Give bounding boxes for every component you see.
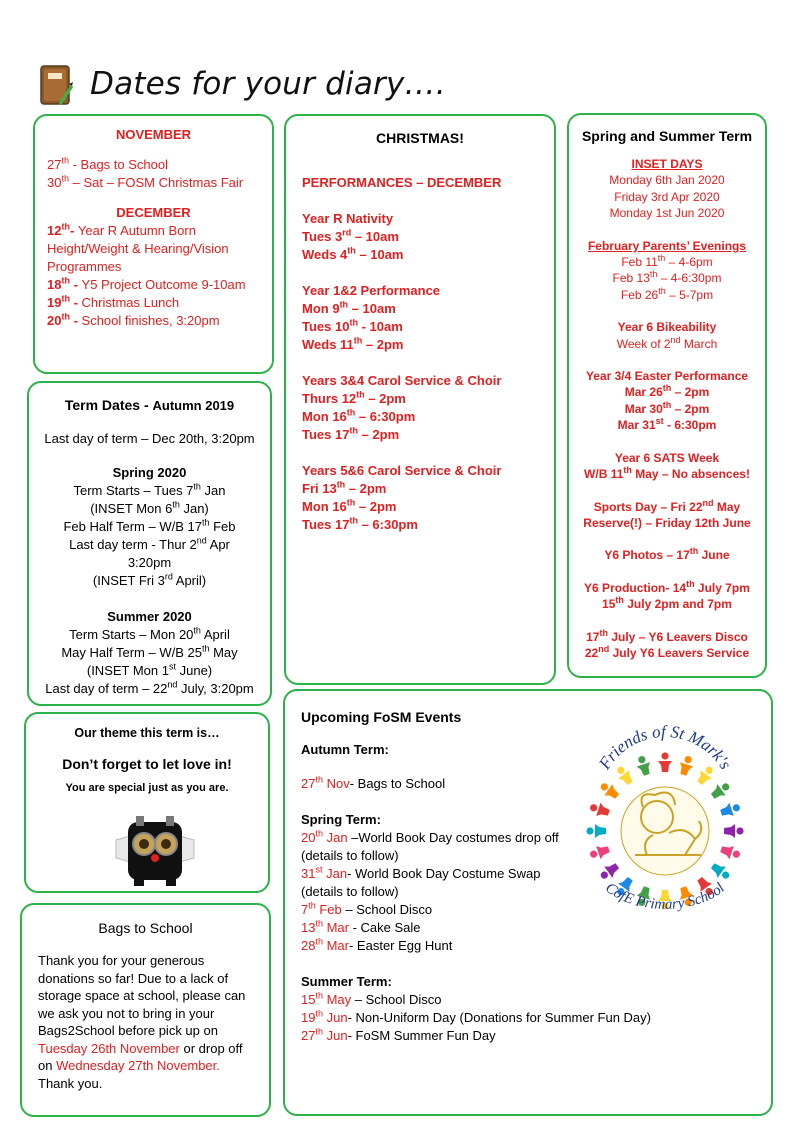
spring-2020-title: Spring 2020 [112, 465, 187, 480]
november-list [47, 156, 260, 192]
performance-row: Weds 11th – 2pm [302, 335, 404, 352]
fosm-event: 31st Jan- World Book Day Costume Swap (details to follow) [301, 864, 541, 899]
fosm-event: 7th Feb – School Disco [301, 900, 433, 917]
fosm-spring-list [301, 829, 563, 955]
bags-message: Thank you for your generous donations so far! Due to a lack of storage space at school, please can we ask you not to bring in your Bags2School before pick up on Tuesday 26th November or drop off on Wednesday 27th November. Thank you. [38, 953, 246, 1091]
november-december-box [33, 114, 274, 374]
logo-person-icon [588, 800, 611, 819]
bags-heading: Bags to School [98, 920, 193, 936]
y6-production-extra: 15th July 2pm and 7pm [602, 595, 732, 612]
december-item: 12th- Year R Autumn Born Height/Weight & Hearing/Vision Programmes [47, 221, 229, 274]
parents-evening-row: Feb 26th – 5-7pm [620, 285, 714, 302]
term-dates-box [27, 381, 272, 706]
performance-row: Tues 17th – 6:30pm [302, 515, 418, 532]
christmas-heading: CHRISTMAS! [376, 130, 464, 146]
leavers-service: 22nd July Y6 Leavers Service [584, 643, 750, 660]
diary-book-icon [38, 64, 74, 106]
spring-summer-heading: Spring and Summer Term [581, 128, 753, 144]
performance-row: Weds 4th – 10am [302, 245, 404, 262]
fosm-heading: Upcoming FoSM Events [301, 709, 462, 725]
summer-2020-row: Last day of term – 22nd July, 3:20pm [45, 679, 254, 696]
november-heading: NOVEMBER [115, 127, 192, 142]
summer-2020-row: Term Starts – Mon 20th April [69, 625, 230, 642]
spring-2020-row: (INSET Mon 6th Jan) [90, 499, 209, 516]
performance-title: Years 5&6 Carol Service & Choir [302, 463, 502, 478]
fosm-summer-list [301, 991, 755, 1045]
logo-person-icon [709, 860, 733, 883]
theme-heading: Our theme this term is… [74, 726, 220, 740]
sats-title: Year 6 SATS Week [614, 450, 720, 465]
cartoon-speaker-icon [114, 810, 196, 888]
parents-evenings-list [575, 254, 759, 303]
logo-bottom-text: CofE Primary School [602, 879, 728, 913]
performance-row: Tues 17th – 2pm [302, 425, 400, 442]
leavers-disco: 17th July – Y6 Leavers Disco [586, 627, 748, 644]
fosm-event: 15th May – School Disco [301, 990, 442, 1007]
theme-sub: You are special just as you are. [65, 782, 229, 794]
bags-to-school-box [20, 903, 271, 1117]
fosm-autumn-title: Autumn Term: [301, 742, 389, 757]
autumn-last-day: Last day of term – Dec 20th, 3:20pm [44, 431, 255, 446]
sports-day-reserve: Reserve(!) – Friday 12th June [583, 515, 751, 530]
logo-person-icon [658, 752, 672, 772]
performance-row: Thurs 12th – 2pm [302, 389, 406, 406]
december-list [47, 222, 260, 330]
logo-top-text: Friends of St Mark's [594, 721, 736, 773]
easter-performance-row: Mar 31st - 6:30pm [617, 416, 717, 433]
logo-person-icon [586, 824, 606, 838]
parents-evenings-title: February Parents’ Evenings [587, 238, 747, 253]
bikeability-title: Year 6 Bikeability [617, 320, 717, 335]
spring-2020-row: (INSET Fri 3rd April) [92, 571, 207, 588]
december-item: 18th - Y5 Project Outcome 9-10am [47, 275, 246, 292]
fosm-logo [577, 695, 753, 937]
fosm-event: 27th Nov- Bags to School [301, 774, 446, 791]
performance-groups [302, 210, 538, 534]
december-heading: DECEMBER [116, 205, 191, 220]
inset-days-list [575, 172, 759, 221]
y6-photos: Y6 Photos – 17th June [604, 546, 730, 563]
performance-group [302, 210, 538, 264]
sports-day: Sports Day – Fri 22nd May [593, 497, 741, 514]
fosm-event: 28th Mar- Easter Egg Hunt [301, 936, 453, 953]
november-item: 30th – Sat – FOSM Christmas Fair [47, 173, 244, 190]
logo-person-icon [588, 843, 611, 862]
logo-person-icon [677, 754, 696, 777]
performance-row: Mon 16th – 6:30pm [302, 407, 416, 424]
summer-2020-row: May Half Term – W/B 25th May [61, 643, 238, 660]
november-item: 27th - Bags to School [47, 155, 168, 172]
easter-performance-title: Year 3/4 Easter Performance [585, 369, 749, 384]
spring-2020-row: 3:20pm [127, 555, 172, 570]
performance-row: Tues 10th - 10am [302, 317, 403, 334]
logo-person-icon [709, 779, 733, 802]
easter-performance-list [575, 384, 759, 433]
fosm-event: 27th Jun- FoSM Summer Fun Day [301, 1026, 496, 1043]
performance-row: Mon 9th – 10am [302, 299, 396, 316]
spring-2020-list [37, 482, 262, 590]
theme-main: Don’t forget to let love in! [62, 756, 232, 772]
spring-2020-row: Term Starts – Tues 7th Jan [73, 481, 226, 498]
parents-evening-row: Feb 11th – 4-6pm [621, 253, 713, 270]
performance-row: Fri 13th – 2pm [302, 479, 387, 496]
inset-day: Monday 1st Jun 2020 [609, 206, 725, 221]
logo-person-icon [694, 763, 717, 787]
y6-production: Y6 Production- 14th July 7pm [584, 578, 750, 595]
logo-person-icon [597, 860, 621, 883]
performance-group [302, 282, 538, 354]
christmas-box [284, 114, 556, 685]
performance-title: Year 1&2 Performance [302, 283, 441, 298]
easter-performance-row: Mar 30th – 2pm [624, 399, 710, 416]
performance-group [302, 372, 538, 444]
december-item: 20th - School finishes, 3:20pm [47, 311, 220, 328]
performance-group [302, 462, 538, 534]
performance-title: Years 3&4 Carol Service & Choir [302, 373, 502, 388]
summer-2020-list [37, 626, 262, 698]
performance-row: Mon 16th – 2pm [302, 497, 397, 514]
fosm-events-box [283, 689, 773, 1116]
page-title: Dates for your diary…. [90, 66, 446, 102]
summer-2020-row: (INSET Mon 1st June) [86, 661, 213, 678]
parents-evening-row: Feb 13th – 4-6:30pm [612, 269, 722, 286]
performance-title: Year R Nativity [302, 211, 394, 226]
fosm-event: 19th Jun- Non-Uniform Day (Donations for Summer Fun Day) [301, 1008, 651, 1025]
bikeability-date: Week of 2nd March [616, 334, 718, 351]
spring-2020-row: Feb Half Term – W/B 17th Feb [63, 517, 236, 534]
fosm-spring-title: Spring Term: [301, 812, 381, 827]
logo-person-icon [719, 843, 742, 862]
theme-box [24, 712, 270, 893]
logo-person-icon [597, 779, 621, 802]
easter-performance-row: Mar 26th – 2pm [624, 383, 710, 400]
sats-date: W/B 11th May – No absences! [584, 465, 750, 482]
summer-2020-title: Summer 2020 [107, 609, 192, 624]
performance-row: Tues 3rd – 10am [302, 227, 399, 244]
term-dates-heading: Term Dates - Autumn 2019 [64, 397, 235, 413]
spring-summer-box [567, 113, 767, 678]
december-item: 19th - Christmas Lunch [47, 293, 180, 310]
fosm-event: 13th Mar - Cake Sale [301, 918, 421, 935]
inset-days-title: INSET DAYS [631, 157, 703, 171]
fosm-event: 20th Jan –World Book Day costumes drop off (details to follow) [301, 828, 559, 863]
inset-day: Friday 3rd Apr 2020 [614, 189, 720, 204]
inset-day: Monday 6th Jan 2020 [609, 173, 725, 188]
logo-person-icon [719, 800, 742, 819]
spring-2020-row: Last day term - Thur 2nd Apr [69, 535, 230, 552]
logo-person-icon [613, 763, 636, 787]
performances-heading: PERFORMANCES – DECEMBER [302, 175, 502, 190]
logo-person-icon [724, 824, 744, 838]
logo-person-icon [634, 754, 653, 777]
fosm-summer-title: Summer Term: [301, 974, 392, 989]
